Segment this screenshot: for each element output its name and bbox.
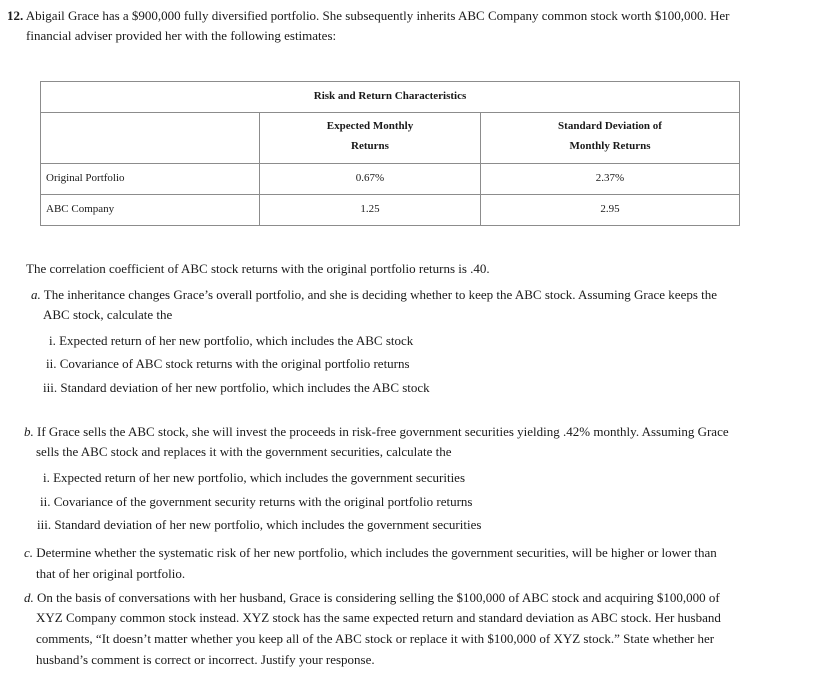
problem-intro-text: Abigail Grace has a $900,000 fully diversified portfolio. She subsequently inherits ABC Company common stock worth $100,000. Her	[25, 8, 730, 23]
correlation-statement: The correlation coefficient of ABC stock returns with the original portfolio returns is .40.	[26, 261, 490, 276]
part-d-line-1	[24, 588, 720, 608]
problem-intro-line-2: financial adviser provided her with the following estimates:	[26, 28, 337, 43]
part-d-line-4: husband’s comment is correct or incorrect. Justify your response.	[36, 652, 375, 667]
cell-expected-original: 0.67%	[355, 172, 385, 184]
part-c-line-1	[24, 543, 717, 563]
part-c-letter: c.	[24, 545, 34, 560]
cell-expected-abc: 1.25	[360, 203, 380, 215]
table-divider	[41, 194, 739, 195]
part-b-text: If Grace sells the ABC stock, she will invest the proceeds in risk-free government securities yielding .42% monthly. Assuming Grace	[37, 424, 729, 439]
table-divider	[41, 163, 739, 164]
part-d-text: On the basis of conversations with her husband, Grace is considering selling the $100,000 of ABC stock and acquiring $100,000 of	[37, 590, 720, 605]
part-b-line-1	[24, 422, 729, 442]
cell-stdev-original: 2.37%	[595, 172, 625, 184]
part-a-item-iii: iii. Standard deviation of her new portfolio, which includes the ABC stock	[43, 380, 430, 395]
col-stdev-header-2: Monthly Returns	[569, 140, 651, 152]
part-b-item-iii: iii. Standard deviation of her new portfolio, which includes the government securities	[37, 517, 482, 532]
col-expected-header-1: Expected Monthly	[326, 120, 414, 132]
part-a-text: The inheritance changes Grace’s overall portfolio, and she is deciding whether to keep the ABC stock. Assuming Grace keeps the	[43, 287, 718, 302]
problem-intro-line-1	[7, 6, 730, 26]
part-a-item-ii: ii. Covariance of ABC stock returns with the original portfolio returns	[46, 356, 410, 371]
table-title: Risk and Return Characteristics	[313, 90, 467, 102]
part-a-line-2: ABC stock, calculate the	[43, 307, 173, 322]
risk-return-table	[40, 81, 740, 226]
part-d-line-3: comments, “It doesn’t matter whether you keep all of the ABC stock or replace it with $100,000 of XYZ stock.” State whether her	[36, 631, 715, 646]
part-b-letter: b.	[24, 424, 34, 439]
part-b-item-i: i. Expected return of her new portfolio, which includes the government securities	[43, 470, 466, 485]
part-a-line-1	[31, 285, 717, 305]
part-b-line-2: sells the ABC stock and replaces it with the government securities, calculate the	[36, 444, 452, 459]
cell-stdev-abc: 2.95	[600, 203, 620, 215]
col-expected-header-2: Returns	[351, 140, 389, 152]
part-c-text: Determine whether the systematic risk of her new portfolio, which includes the government securities, will be higher or lower than	[36, 545, 717, 560]
part-a-item-i: i. Expected return of her new portfolio, which includes the ABC stock	[49, 333, 414, 348]
row-label-abc: ABC Company	[46, 203, 115, 215]
problem-number: 12.	[7, 8, 24, 23]
part-a-letter: a.	[31, 287, 41, 302]
table-divider	[41, 112, 739, 113]
part-d-letter: d.	[24, 590, 34, 605]
part-c-line-2: that of her original portfolio.	[36, 566, 186, 581]
row-label-original: Original Portfolio	[46, 172, 125, 184]
col-stdev-header-1: Standard Deviation of	[558, 120, 662, 132]
part-b-item-ii: ii. Covariance of the government security returns with the original portfolio returns	[40, 494, 473, 509]
part-d-line-2: XYZ Company common stock instead. XYZ stock has the same expected return and standard deviation as ABC stock. Her husband	[36, 610, 721, 625]
